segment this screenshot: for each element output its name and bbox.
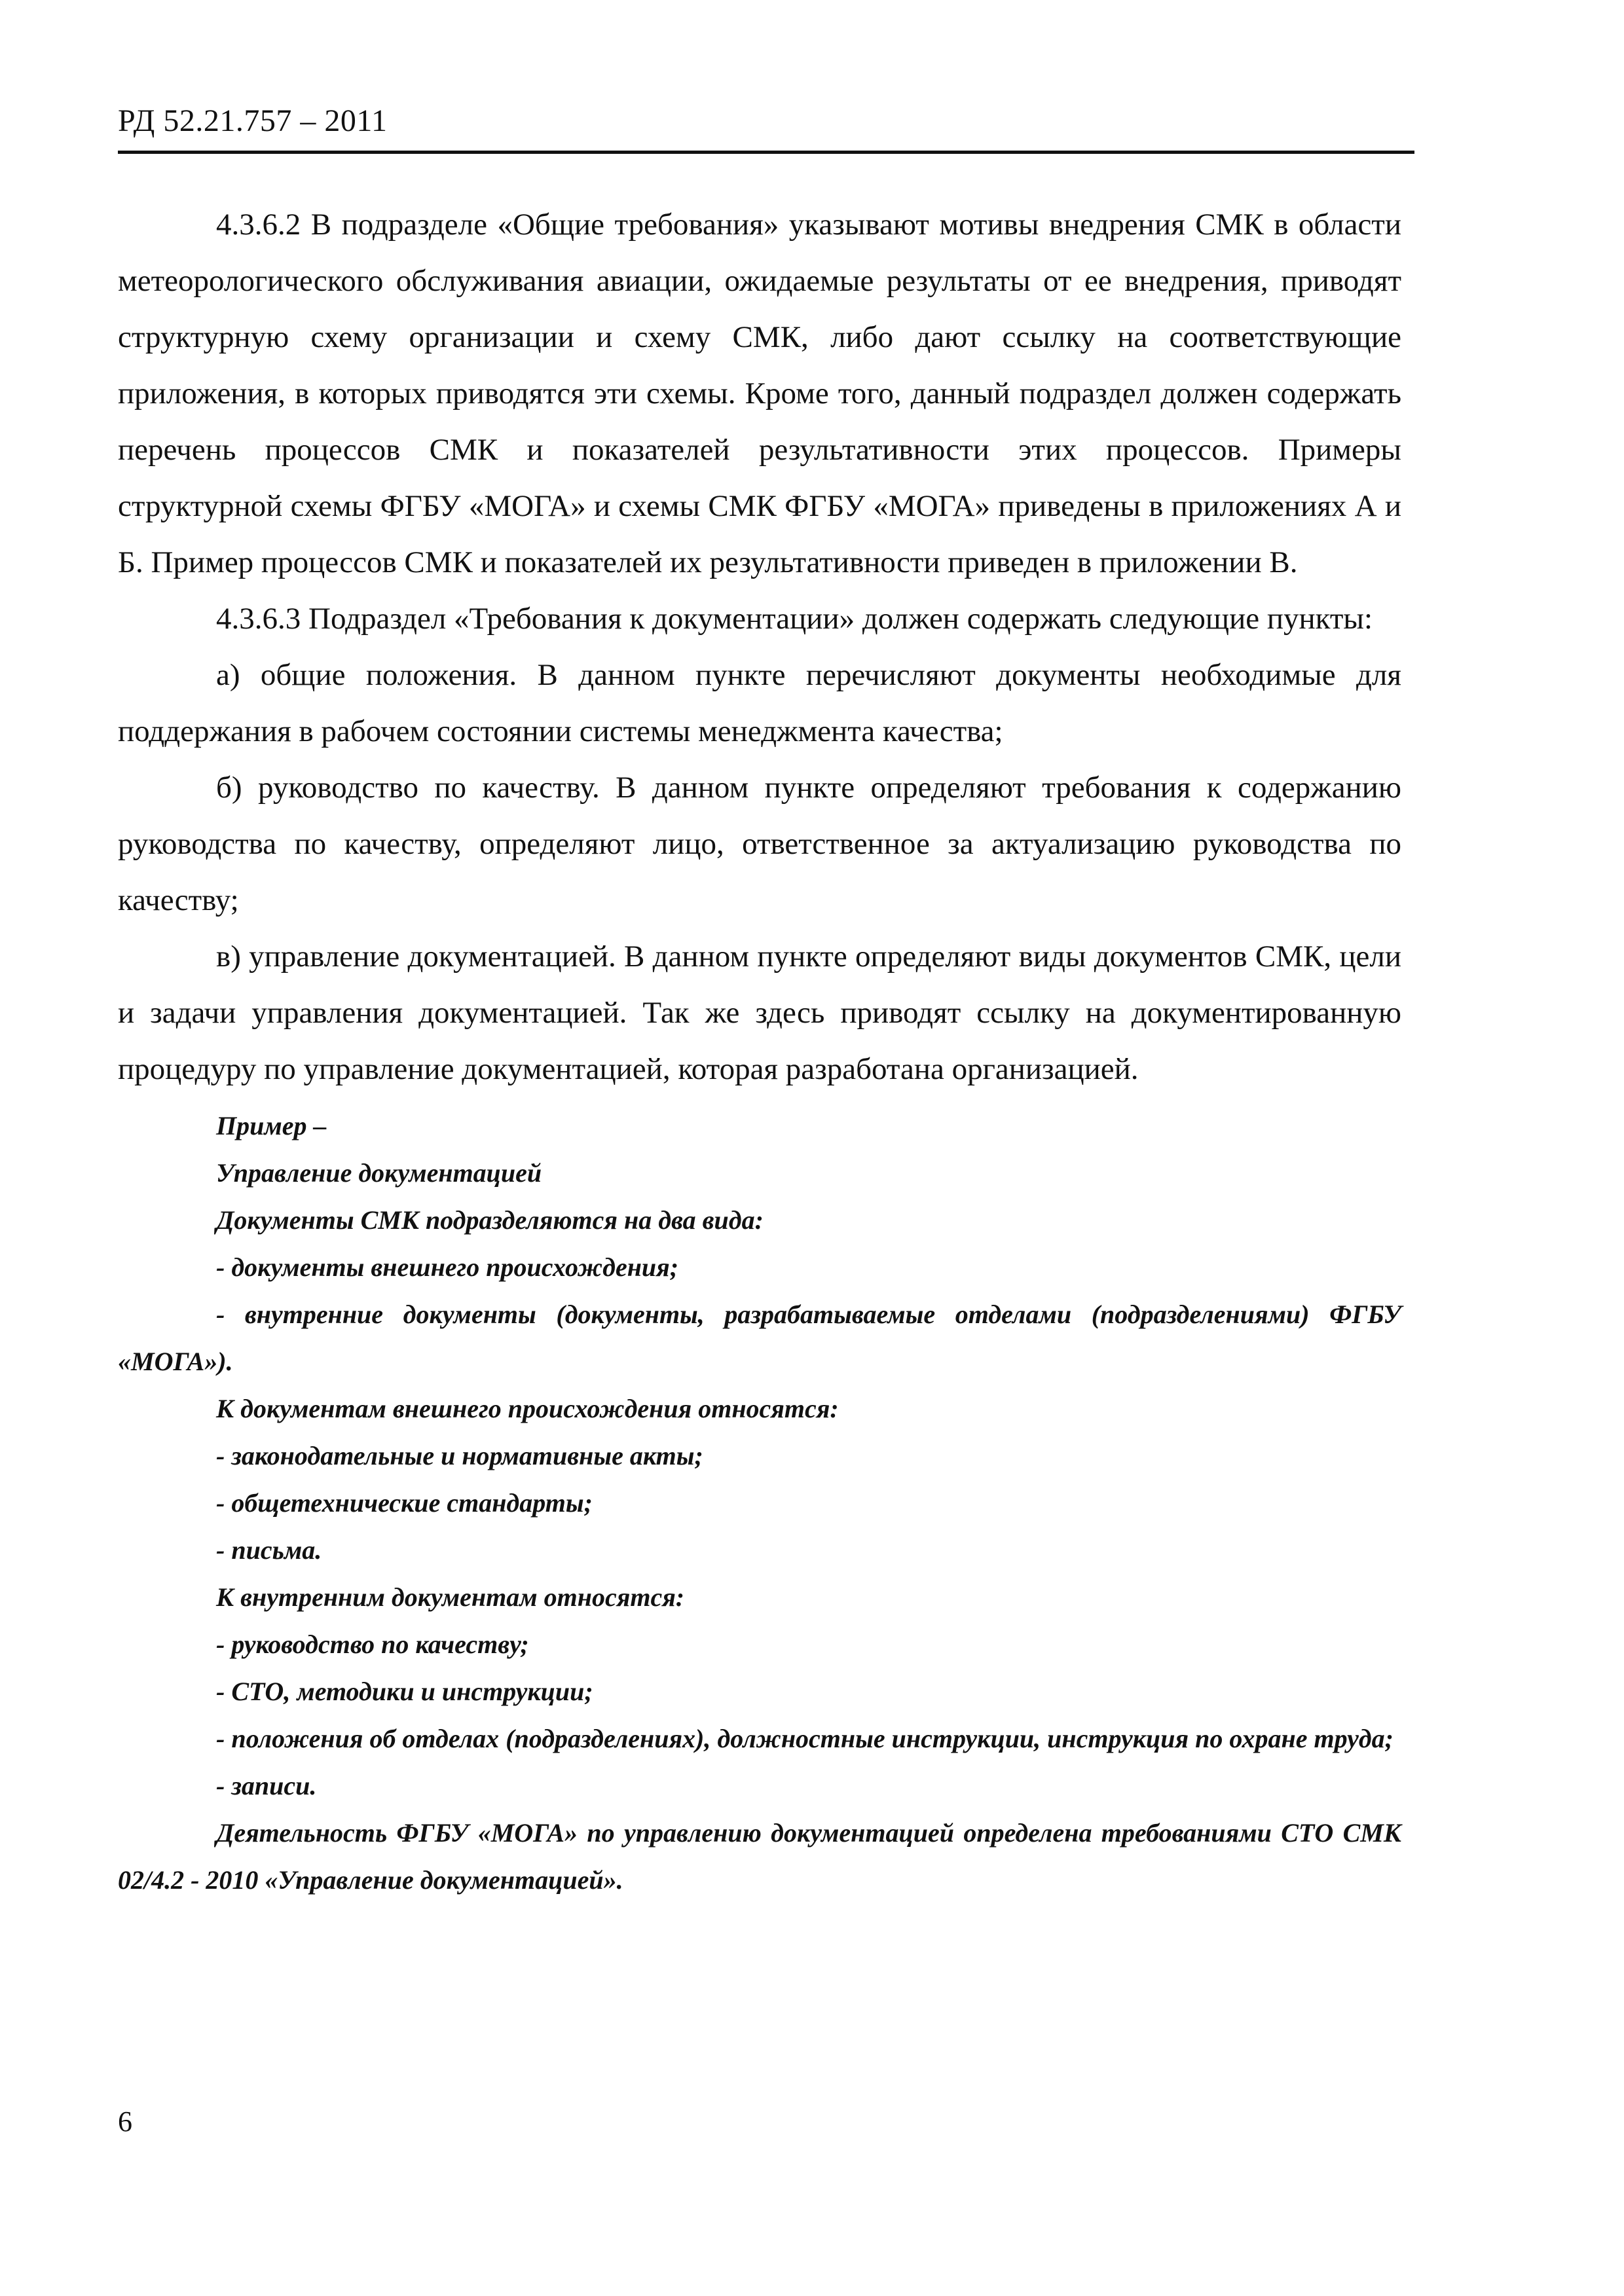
example-line: Документы СМК подразделяются на два вида:	[216, 1205, 764, 1235]
example-line: - руководство по качеству;	[216, 1630, 529, 1659]
example-line: - записи.	[216, 1771, 317, 1800]
example-line: - законодательные и нормативные акты;	[216, 1441, 703, 1470]
example-line: - документы внешнего происхождения;	[216, 1252, 679, 1282]
example-title: Управление документацией	[216, 1158, 542, 1188]
example-line: К документам внешнего происхождения относятся:	[216, 1394, 839, 1423]
example-line: - общетехнические стандарты;	[216, 1488, 593, 1518]
list-item-v: в) управление документацией. В данном пункте определяют виды документов СМК, цели и задачи управления документацией. Так же здесь приводят ссылку на документированную процедуру по управление документацией, которая разработана организацией.	[118, 939, 1401, 1086]
example-conclusion: Деятельность ФГБУ «МОГА» по управлению документацией определена требованиями СТО СМК 02/4.2 - 2010 «Управление документацией».	[118, 1818, 1401, 1895]
example-label: Пример –	[216, 1111, 327, 1140]
example-block	[118, 1102, 1401, 1904]
example-line: - внутренние документы (документы, разрабатываемые отделами (подразделениями) ФГБУ «МОГА»).	[118, 1300, 1401, 1376]
paragraph-4-3-6-2: 4.3.6.2 В подразделе «Общие требования» указывают мотивы внедрения СМК в области метеорологического обслуживания авиации, ожидаемые результаты от ее внедрения, приводят структурную схему организации и схему СМК, либо дают ссылку на соответствующие приложения, в которых приводятся эти схемы. Кроме того, данный подраздел должен содержать перечень процессов СМК и показателей результативности этих процессов. Примеры структурной схемы ФГБУ «МОГА» и схемы СМК ФГБУ «МОГА» приведены в приложениях А и Б. Пример процессов СМК и показателей их результативности приведен в приложении В.	[118, 208, 1401, 579]
list-item-b: б) руководство по качеству. В данном пункте определяют требования к содержанию руководства по качеству, определяют лицо, ответственное за актуализацию руководства по качеству;	[118, 771, 1401, 917]
page-content	[118, 196, 1401, 1904]
example-line: - СТО, методики и инструкции;	[216, 1677, 593, 1706]
example-line: К внутренним документам относятся:	[216, 1582, 685, 1612]
page-header	[118, 92, 1414, 154]
document-code: РД 52.21.757 – 2011	[118, 103, 388, 138]
paragraph-4-3-6-3: 4.3.6.3 Подраздел «Требования к документации» должен содержать следующие пункты:	[216, 602, 1373, 636]
example-line: - положения об отделах (подразделениях), должностные инструкции, инструкция по охране труда;	[216, 1724, 1393, 1753]
page-number: 6	[118, 2105, 132, 2138]
example-line: - письма.	[216, 1535, 322, 1565]
list-item-a: а) общие положения. В данном пункте перечисляют документы необходимые для поддержания в рабочем состоянии системы менеджмента качества;	[118, 658, 1401, 748]
